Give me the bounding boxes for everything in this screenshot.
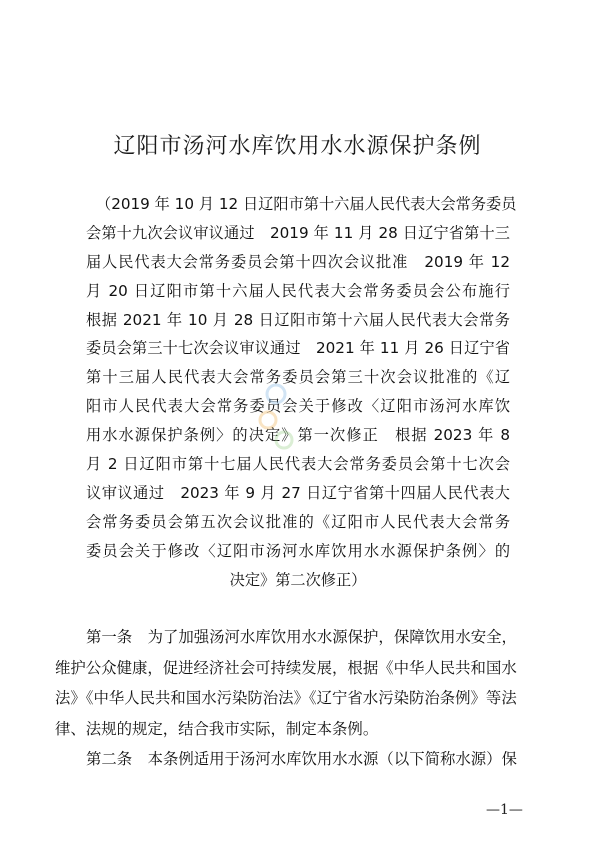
article-1-line: 法》《中华人民共和国水污染防治法》《辽宁省水污染防治条例》等法	[55, 689, 517, 707]
article-1-line: 第一条 为了加强汤河水库饮用水水源保护，保障饮用水安全，	[86, 628, 517, 646]
preamble-line: 委员会第三十七次会议审议通过 2021 年 11 月 26 日辽宁省	[86, 339, 510, 358]
preamble-line: 月 20 日辽阳市第十六届人民代表大会常务委员会公布施行	[86, 281, 510, 300]
preamble-line: 会第十九次会议审议通过 2019 年 11 月 28 日辽宁省第十三	[86, 223, 510, 242]
preamble-line: 根据 2021 年 10 月 28 日辽阳市第十六届人民代表大会常务	[86, 310, 510, 329]
article-1-line: 维护公众健康，促进经济社会可持续发展，根据《中华人民共和国水	[55, 658, 517, 677]
page-number: —1—	[486, 802, 523, 818]
preamble-line: 第十三届人民代表大会常务委员会第三十次会议批准的《辽	[86, 368, 510, 387]
regulation-body	[55, 622, 517, 775]
preamble-line: 届人民代表大会常务委员会第十四次会议批准 2019 年 12	[86, 252, 510, 271]
article-1-line: 律、法规的规定，结合我市实际，制定本条例。	[55, 719, 379, 738]
preamble-line: 阳市人民代表大会常务委员会关于修改〈辽阳市汤河水库饮	[86, 397, 510, 416]
preamble-line: 用水水源保护条例〉的决定》第一次修正 根据 2023 年 8	[86, 426, 510, 445]
preamble-line: 决定》第二次修正）	[229, 570, 367, 589]
preamble-line: 会常务委员会第五次会议批准的《辽阳市人民代表大会常务	[86, 512, 510, 531]
preamble-line: 月 2 日辽阳市第十七届人民代表大会常务委员会第十七次会	[86, 455, 510, 474]
preamble-line: 委员会关于修改〈辽阳市汤河水库饮用水水源保护条例〉的	[86, 541, 510, 560]
article-2-line: 第二条 本条例适用于汤河水库饮用水水源（以下简称水源）保	[86, 750, 517, 768]
preamble-line: （2019 年 10 月 12 日辽阳市第十六届人民代表大会常务委员	[96, 195, 517, 213]
document-title: 辽阳市汤河水库饮用水水源保护条例	[113, 134, 482, 159]
legislative-history-preamble	[86, 190, 517, 594]
preamble-line: 议审议通过 2023 年 9 月 27 日辽宁省第十四届人民代表大	[86, 483, 510, 502]
